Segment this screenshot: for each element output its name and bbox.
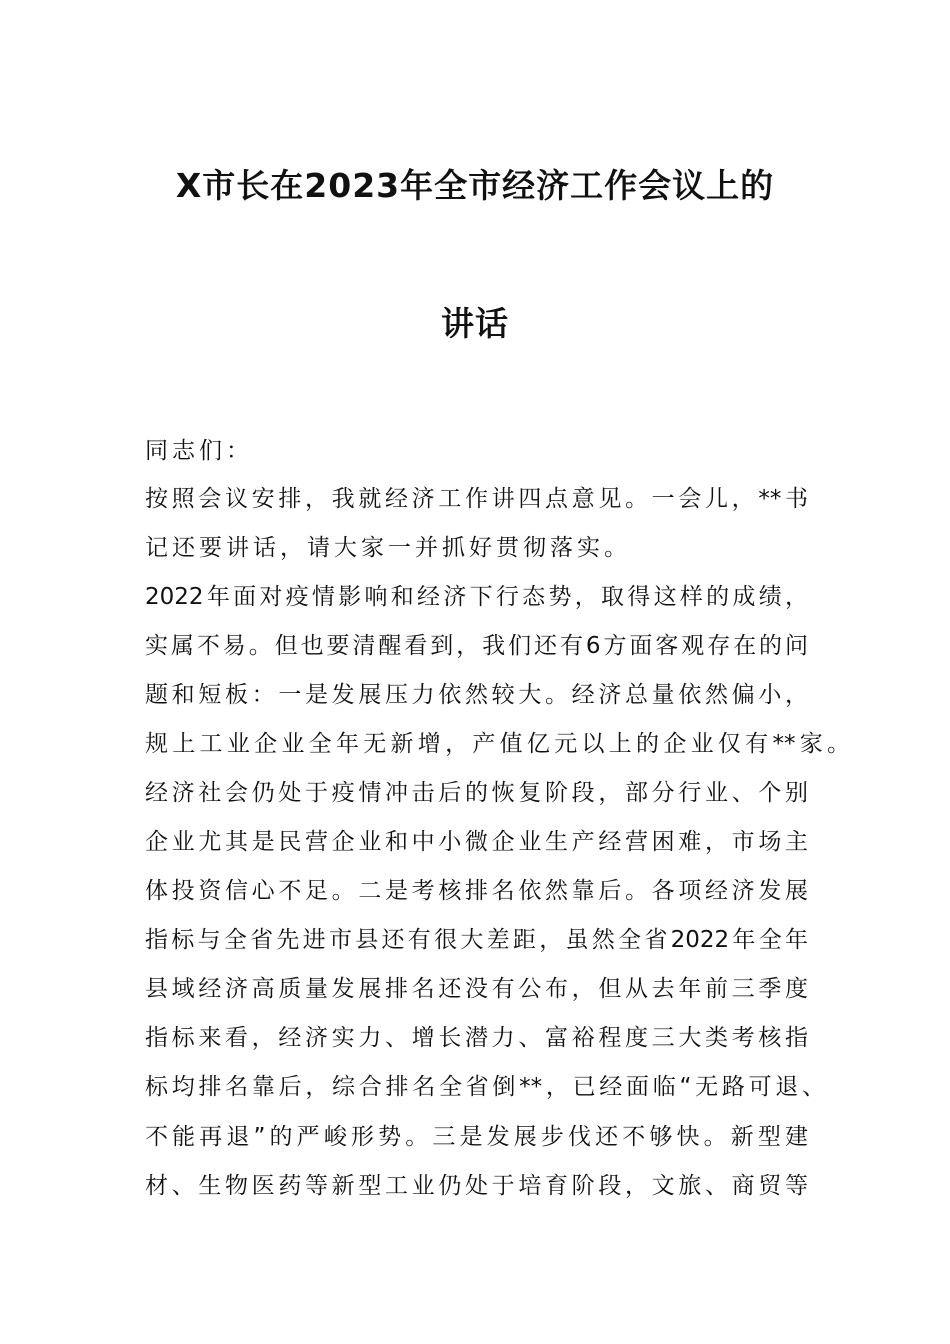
paragraph-line: 经济社会仍处于疫情冲击后的恢复阶段，部分行业、个别 xyxy=(145,780,808,806)
paragraph-line: 体投资信心不足。二是考核排名依然靠后。各项经济发展 xyxy=(145,878,808,904)
paragraph-line: 记还要讲话，请大家一并抓好贯彻落实。 xyxy=(145,535,631,561)
paragraph-line: 县域经济高质量发展排名还没有公布，但从去年前三季度 xyxy=(145,976,808,1002)
paragraph-line: 指标与全省先进市县还有很大差距，虽然全省2022年全年 xyxy=(145,927,808,953)
paragraph-line: 题和短板：一是发展压力依然较大。经济总量依然偏小， xyxy=(145,682,808,708)
paragraph-line: 实属不易。但也要清醒看到，我们还有6方面客观存在的问 xyxy=(145,633,808,659)
paragraph-line: 标均排名靠后，综合排名全省倒**，已经面临“无路可退、 xyxy=(145,1074,825,1100)
document-title-continued: 讲话 xyxy=(441,304,509,343)
paragraph-line: 企业尤其是民营企业和中小微企业生产经营困难，市场主 xyxy=(145,829,808,855)
paragraph-line: 2022年面对疫情影响和经济下行态势，取得这样的成绩， xyxy=(145,584,808,610)
paragraph-line: 不能再退”的严峻形势。三是发展步伐还不够快。新型建 xyxy=(145,1124,808,1150)
paragraph-line: 按照会议安排，我就经济工作讲四点意见。一会儿，**书 xyxy=(145,486,808,512)
paragraph-line: 指标来看，经济实力、增长潜力、富裕程度三大类考核指 xyxy=(145,1025,808,1051)
document-title: X市长在2023年全市经济工作会议上的 xyxy=(175,166,775,205)
paragraph-line: 材、生物医药等新型工业仍处于培育阶段，文旅、商贸等 xyxy=(145,1173,808,1199)
salutation: 同志们： xyxy=(145,438,253,464)
paragraph-line: 规上工业企业全年无新增，产值亿元以上的企业仅有**家。 xyxy=(145,731,850,757)
